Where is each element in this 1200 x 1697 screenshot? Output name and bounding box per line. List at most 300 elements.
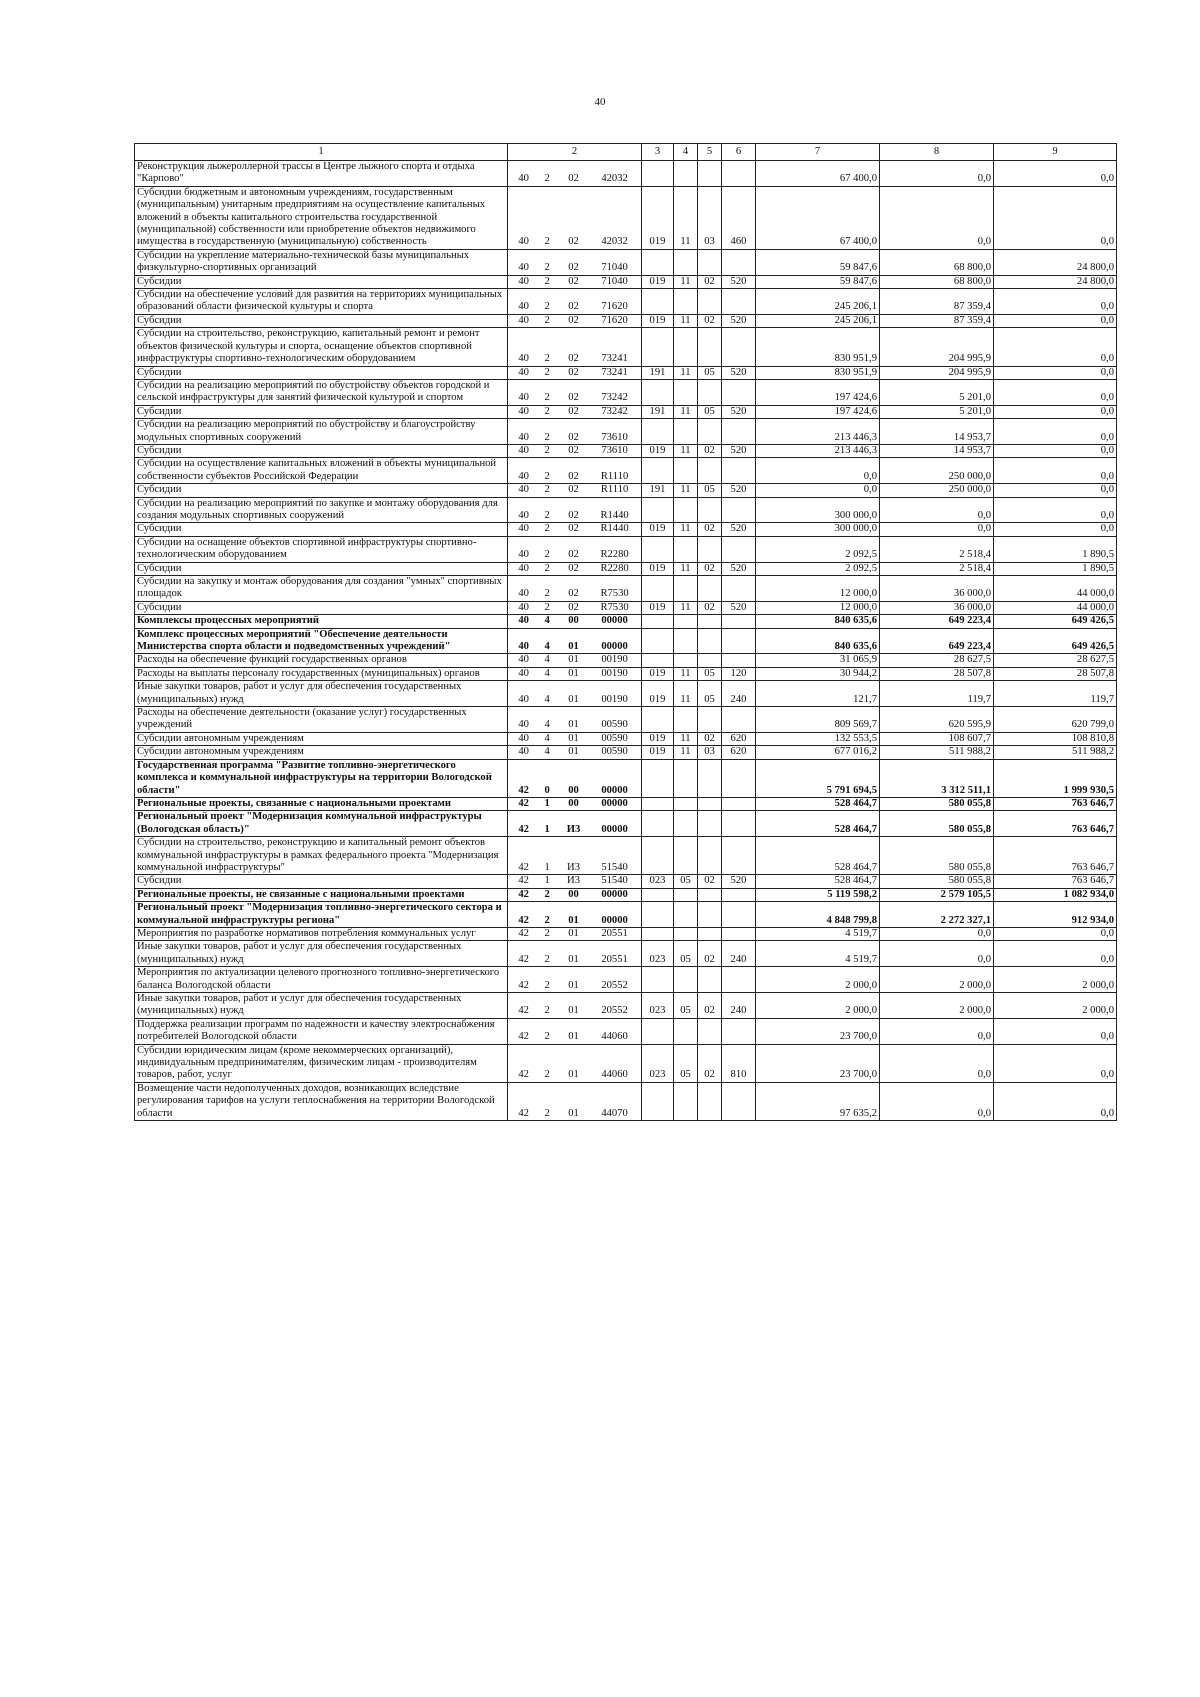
row-c6 — [722, 888, 756, 901]
row-c3 — [642, 797, 674, 810]
code-part-k3: 01 — [568, 914, 579, 926]
row-c5 — [698, 1018, 722, 1044]
header-col-9: 9 — [994, 144, 1117, 161]
row-name: Субсидии на реализацию мероприятий по закупке и монтажу оборудования для создания модульных спортивных сооружений — [135, 497, 508, 523]
code-part-k3: И3 — [567, 861, 580, 873]
row-c3 — [642, 888, 674, 901]
code-part-k1: 40 — [518, 431, 529, 443]
row-v8: 36 000,0 — [880, 576, 994, 602]
row-code — [508, 562, 642, 575]
row-name: Возмещение части недополученных доходов, возникающих вследствие регулирования тарифов на услуги теплоснабжения на территории Вологодской области — [135, 1082, 508, 1120]
code-part-k3: 01 — [568, 927, 579, 939]
row-v8: 580 055,8 — [880, 811, 994, 837]
code-part-k3: 01 — [568, 732, 579, 744]
code-part-k1: 40 — [518, 173, 529, 185]
table-row — [135, 993, 1117, 1019]
row-v9: 0,0 — [994, 419, 1117, 445]
code-part-k4: 00190 — [601, 667, 628, 679]
code-part-k2: 4 — [544, 719, 550, 731]
code-part-k3: 01 — [568, 1031, 579, 1043]
row-c3 — [642, 576, 674, 602]
code-part-k2: 2 — [544, 173, 550, 185]
code-part-k2: 2 — [544, 888, 550, 900]
row-v8: 36 000,0 — [880, 601, 994, 614]
code-part-k1: 42 — [518, 1069, 529, 1081]
row-c3 — [642, 161, 674, 187]
row-c6: 520 — [722, 484, 756, 497]
row-c3 — [642, 536, 674, 562]
row-name: Субсидии — [135, 562, 508, 575]
row-v7: 31 065,9 — [756, 654, 880, 667]
row-v7: 528 464,7 — [756, 837, 880, 875]
page-number: 40 — [594, 96, 606, 108]
code-part-k2: 2 — [544, 470, 550, 482]
code-part-k4: R7530 — [600, 601, 629, 613]
row-c5 — [698, 654, 722, 667]
row-c6 — [722, 249, 756, 275]
code-part-k1: 40 — [518, 262, 529, 274]
code-part-k2: 2 — [544, 405, 550, 417]
code-part-k2: 1 — [544, 797, 550, 809]
table-row — [135, 902, 1117, 928]
code-part-k1: 42 — [518, 823, 529, 835]
code-part-k4: 42032 — [601, 173, 628, 185]
code-part-k2: 4 — [544, 667, 550, 679]
row-c4 — [674, 419, 698, 445]
code-part-k1: 40 — [518, 523, 529, 535]
code-part-k3: 02 — [568, 509, 579, 521]
row-v8: 87 359,4 — [880, 314, 994, 327]
row-c4 — [674, 628, 698, 654]
row-v8: 511 988,2 — [880, 746, 994, 759]
row-v9: 620 799,0 — [994, 707, 1117, 733]
row-v7: 197 424,6 — [756, 379, 880, 405]
row-c3 — [642, 419, 674, 445]
row-v7: 4 519,7 — [756, 927, 880, 940]
row-v9: 649 426,5 — [994, 615, 1117, 628]
row-c4 — [674, 797, 698, 810]
row-c4: 11 — [674, 444, 698, 457]
code-part-k1: 40 — [518, 719, 529, 731]
row-v8: 0,0 — [880, 497, 994, 523]
row-c6 — [722, 837, 756, 875]
row-name: Субсидии — [135, 523, 508, 536]
code-part-k4: 73242 — [601, 392, 628, 404]
table-row — [135, 523, 1117, 536]
code-part-k1: 42 — [518, 1005, 529, 1017]
row-c3: 191 — [642, 484, 674, 497]
row-c5 — [698, 161, 722, 187]
row-code — [508, 249, 642, 275]
code-part-k1: 42 — [518, 1107, 529, 1119]
row-c6: 520 — [722, 523, 756, 536]
code-part-k1: 42 — [518, 888, 529, 900]
code-part-k2: 2 — [544, 601, 550, 613]
code-part-k3: И3 — [566, 823, 581, 835]
table-row — [135, 967, 1117, 993]
row-code — [508, 405, 642, 418]
row-c5 — [698, 289, 722, 315]
row-v8: 108 607,7 — [880, 732, 994, 745]
row-c3: 019 — [642, 523, 674, 536]
row-code — [508, 1018, 642, 1044]
row-v9: 1 999 930,5 — [994, 759, 1117, 797]
row-c6 — [722, 628, 756, 654]
row-c3: 019 — [642, 186, 674, 249]
table-row — [135, 497, 1117, 523]
row-name: Субсидии — [135, 875, 508, 888]
header-col-1: 1 — [135, 144, 508, 161]
row-v8: 0,0 — [880, 941, 994, 967]
table-row — [135, 707, 1117, 733]
table-row — [135, 484, 1117, 497]
row-code — [508, 1044, 642, 1082]
row-c3 — [642, 902, 674, 928]
row-c3: 019 — [642, 314, 674, 327]
row-code — [508, 536, 642, 562]
code-part-k2: 2 — [544, 366, 550, 378]
code-part-k3: 02 — [568, 353, 579, 365]
row-c4 — [674, 811, 698, 837]
table-row — [135, 186, 1117, 249]
code-part-k1: 40 — [518, 470, 529, 482]
row-c5 — [698, 811, 722, 837]
table-row — [135, 837, 1117, 875]
header-col-3: 3 — [642, 144, 674, 161]
row-c6: 240 — [722, 941, 756, 967]
row-v7: 213 446,3 — [756, 444, 880, 457]
row-c6: 520 — [722, 314, 756, 327]
row-v9: 763 646,7 — [994, 837, 1117, 875]
row-c4: 05 — [674, 941, 698, 967]
row-v7: 2 092,5 — [756, 536, 880, 562]
table-row — [135, 249, 1117, 275]
row-code — [508, 275, 642, 288]
row-c4: 11 — [674, 746, 698, 759]
code-part-k3: 00 — [568, 784, 579, 796]
row-v8: 2 000,0 — [880, 993, 994, 1019]
row-c3: 191 — [642, 366, 674, 379]
code-part-k3: 01 — [568, 979, 579, 991]
code-part-k3: 01 — [568, 1107, 579, 1119]
row-name: Реконструкция лыжероллерной трассы в Центре лыжного спорта и отдыха "Карпово" — [135, 161, 508, 187]
table-row — [135, 314, 1117, 327]
row-c3 — [642, 1082, 674, 1120]
row-name: Субсидии на осуществление капитальных вложений в объекты муниципальной собственности субъектов Российской Федерации — [135, 458, 508, 484]
code-part-k2: 2 — [544, 1005, 550, 1017]
row-v9: 0,0 — [994, 523, 1117, 536]
row-c5: 05 — [698, 667, 722, 680]
row-v9: 44 000,0 — [994, 576, 1117, 602]
row-name: Расходы на обеспечение деятельности (оказание услуг) государственных учреждений — [135, 707, 508, 733]
row-v8: 2 579 105,5 — [880, 888, 994, 901]
code-part-k4: 00000 — [601, 914, 628, 926]
code-part-k1: 42 — [518, 914, 529, 926]
row-name: Комплексы процессных мероприятий — [135, 615, 508, 628]
row-v8: 250 000,0 — [880, 458, 994, 484]
code-part-k3: 02 — [568, 236, 579, 248]
code-part-k4: R7530 — [600, 588, 629, 600]
code-part-k2: 2 — [544, 523, 550, 535]
code-part-k4: 44060 — [601, 1069, 628, 1081]
row-c3: 023 — [642, 941, 674, 967]
row-v9: 44 000,0 — [994, 601, 1117, 614]
row-v8: 14 953,7 — [880, 419, 994, 445]
table-row — [135, 927, 1117, 940]
code-part-k1: 40 — [518, 641, 529, 653]
row-v9: 0,0 — [994, 289, 1117, 315]
row-v8: 28 627,5 — [880, 654, 994, 667]
row-c3: 023 — [642, 1044, 674, 1082]
code-part-k1: 40 — [518, 562, 529, 574]
row-c4: 11 — [674, 601, 698, 614]
row-v7: 300 000,0 — [756, 497, 880, 523]
row-v7: 30 944,2 — [756, 667, 880, 680]
row-c5: 02 — [698, 523, 722, 536]
row-code — [508, 707, 642, 733]
table-row — [135, 628, 1117, 654]
code-part-k4: R1440 — [600, 509, 629, 521]
row-v7: 840 635,6 — [756, 615, 880, 628]
row-name: Субсидии на обеспечение условий для развития на территориях муниципальных образований области физической культуры и спорта — [135, 289, 508, 315]
code-part-k3: 02 — [568, 601, 579, 613]
row-c4: 11 — [674, 405, 698, 418]
row-name: Мероприятия по актуализации целевого прогнозного топливно-энергетического баланса Вологодской области — [135, 967, 508, 993]
row-v7: 97 635,2 — [756, 1082, 880, 1120]
row-name: Субсидии — [135, 275, 508, 288]
code-part-k3: 01 — [568, 746, 579, 758]
row-c5 — [698, 497, 722, 523]
code-part-k1: 40 — [518, 353, 529, 365]
row-code — [508, 902, 642, 928]
code-part-k3: 00 — [568, 797, 579, 809]
row-c4: 11 — [674, 484, 698, 497]
code-part-k1: 40 — [518, 509, 529, 521]
row-v8: 580 055,8 — [880, 875, 994, 888]
row-c3: 019 — [642, 732, 674, 745]
row-c3: 019 — [642, 681, 674, 707]
code-part-k4: 00000 — [601, 615, 628, 627]
row-c5 — [698, 379, 722, 405]
table-row — [135, 366, 1117, 379]
row-v9: 0,0 — [994, 161, 1117, 187]
row-c5 — [698, 249, 722, 275]
code-part-k2: 2 — [544, 262, 550, 274]
row-v9: 0,0 — [994, 1044, 1117, 1082]
table-row — [135, 275, 1117, 288]
row-v7: 59 847,6 — [756, 249, 880, 275]
row-name: Субсидии — [135, 484, 508, 497]
row-name: Субсидии на строительство, реконструкцию, капитальный ремонт и ремонт объектов физической культуры и спорта, оснащение объектов спортивной инфраструктуры спортивно-технологическим оборудованием — [135, 328, 508, 366]
row-v7: 67 400,0 — [756, 186, 880, 249]
code-part-k1: 40 — [518, 615, 529, 627]
code-part-k2: 2 — [544, 979, 550, 991]
row-v8: 68 800,0 — [880, 275, 994, 288]
row-code — [508, 366, 642, 379]
row-v9: 0,0 — [994, 444, 1117, 457]
row-v8: 0,0 — [880, 1018, 994, 1044]
row-c4 — [674, 328, 698, 366]
code-part-k4: 00000 — [601, 641, 628, 653]
row-v9: 0,0 — [994, 328, 1117, 366]
row-v8: 14 953,7 — [880, 444, 994, 457]
row-v7: 528 464,7 — [756, 875, 880, 888]
code-part-k3: 02 — [568, 431, 579, 443]
code-part-k3: 01 — [568, 1005, 579, 1017]
row-c4: 11 — [674, 681, 698, 707]
row-c4 — [674, 458, 698, 484]
table-row — [135, 562, 1117, 575]
code-part-k3: 02 — [568, 301, 579, 313]
code-part-k4: 73610 — [601, 444, 628, 456]
row-v7: 67 400,0 — [756, 161, 880, 187]
code-part-k1: 42 — [518, 875, 529, 887]
row-name: Поддержка реализации программ по надежности и качеству электроснабжения потребителей Вологодской области — [135, 1018, 508, 1044]
row-name: Субсидии на укрепление материально-технической базы муниципальных физкультурно-спортивных организаций — [135, 249, 508, 275]
row-code — [508, 797, 642, 810]
row-code — [508, 458, 642, 484]
code-part-k1: 40 — [518, 484, 529, 496]
code-part-k2: 4 — [544, 693, 550, 705]
row-v9: 0,0 — [994, 497, 1117, 523]
row-c4 — [674, 927, 698, 940]
row-c4 — [674, 707, 698, 733]
code-part-k3: 02 — [568, 314, 579, 326]
row-code — [508, 186, 642, 249]
row-c3 — [642, 707, 674, 733]
code-part-k4: 73242 — [601, 405, 628, 417]
code-part-k4: 71040 — [601, 275, 628, 287]
row-v9: 28 627,5 — [994, 654, 1117, 667]
code-part-k3: 01 — [568, 1069, 579, 1081]
row-code — [508, 576, 642, 602]
row-c3: 023 — [642, 993, 674, 1019]
row-c3 — [642, 249, 674, 275]
row-c4: 11 — [674, 275, 698, 288]
code-part-k4: 00590 — [601, 719, 628, 731]
row-c5: 05 — [698, 484, 722, 497]
row-c3 — [642, 628, 674, 654]
row-c6 — [722, 536, 756, 562]
row-v8: 649 223,4 — [880, 615, 994, 628]
row-c4 — [674, 1082, 698, 1120]
row-v8: 0,0 — [880, 186, 994, 249]
row-c5 — [698, 419, 722, 445]
code-part-k4: 44070 — [601, 1107, 628, 1119]
row-c5: 05 — [698, 681, 722, 707]
row-code — [508, 615, 642, 628]
table-row — [135, 811, 1117, 837]
table-row — [135, 444, 1117, 457]
code-part-k4: R2280 — [600, 549, 629, 561]
row-v8: 204 995,9 — [880, 366, 994, 379]
code-part-k3: 01 — [568, 953, 579, 965]
code-part-k1: 40 — [518, 746, 529, 758]
row-code — [508, 523, 642, 536]
row-v9: 0,0 — [994, 927, 1117, 940]
code-part-k2: 0 — [544, 784, 550, 796]
row-v8: 2 272 327,1 — [880, 902, 994, 928]
code-part-k2: 2 — [544, 236, 550, 248]
code-part-k2: 4 — [544, 654, 550, 666]
row-name: Расходы на обеспечение функций государственных органов — [135, 654, 508, 667]
code-part-k3: 02 — [568, 392, 579, 404]
code-part-k4: 73241 — [601, 366, 628, 378]
code-part-k1: 40 — [518, 236, 529, 248]
code-part-k4: R1110 — [600, 484, 629, 496]
code-part-k4: R1110 — [600, 470, 629, 482]
row-v9: 119,7 — [994, 681, 1117, 707]
row-code — [508, 289, 642, 315]
row-name: Субсидии на закупку и монтаж оборудования для создания "умных" спортивных площадок — [135, 576, 508, 602]
row-c5: 02 — [698, 275, 722, 288]
row-code — [508, 941, 642, 967]
row-v9: 763 646,7 — [994, 811, 1117, 837]
row-v8: 0,0 — [880, 1082, 994, 1120]
table-row — [135, 419, 1117, 445]
code-part-k4: 00590 — [601, 732, 628, 744]
code-part-k2: 1 — [544, 875, 550, 887]
code-part-k1: 40 — [518, 392, 529, 404]
row-c5 — [698, 458, 722, 484]
row-name: Субсидии бюджетным и автономным учреждениям, государственным (муниципальным) унитарным предприятиям на осуществление капитальных вложений в объекты капитального строительства государственной (муниципальной) собственности или приобретение объектов недвижимого имущества в государственную (муниципальную) собственность — [135, 186, 508, 249]
row-c5: 02 — [698, 875, 722, 888]
row-v8: 580 055,8 — [880, 837, 994, 875]
row-v7: 12 000,0 — [756, 576, 880, 602]
table-row — [135, 797, 1117, 810]
row-c3: 023 — [642, 875, 674, 888]
row-c5: 02 — [698, 1044, 722, 1082]
code-part-k4: 20552 — [601, 979, 628, 991]
row-v7: 23 700,0 — [756, 1044, 880, 1082]
row-c6 — [722, 379, 756, 405]
row-c6 — [722, 419, 756, 445]
code-part-k3: 02 — [568, 588, 579, 600]
row-c4: 11 — [674, 186, 698, 249]
row-v9: 2 000,0 — [994, 993, 1117, 1019]
table-row — [135, 458, 1117, 484]
code-part-k2: 2 — [544, 914, 550, 926]
row-c4: 05 — [674, 1044, 698, 1082]
code-part-k4: 00000 — [601, 797, 628, 809]
code-part-k4: 73241 — [601, 353, 628, 365]
row-name: Иные закупки товаров, работ и услуг для обеспечения государственных (муниципальных) нужд — [135, 993, 508, 1019]
code-part-k2: 2 — [544, 953, 550, 965]
table-row — [135, 888, 1117, 901]
code-part-k3: 01 — [568, 667, 579, 679]
code-part-k3: 02 — [568, 262, 579, 274]
row-c3 — [642, 967, 674, 993]
code-part-k1: 40 — [518, 366, 529, 378]
code-part-k2: 2 — [544, 484, 550, 496]
row-v8: 0,0 — [880, 927, 994, 940]
row-c6 — [722, 902, 756, 928]
code-part-k2: 2 — [544, 562, 550, 574]
row-c4: 11 — [674, 523, 698, 536]
row-v9: 0,0 — [994, 1018, 1117, 1044]
row-c5 — [698, 328, 722, 366]
row-code — [508, 875, 642, 888]
row-code — [508, 314, 642, 327]
row-name: Комплекс процессных мероприятий "Обеспечение деятельности Министерства спорта области и подведомственных учреждений" — [135, 628, 508, 654]
row-c6 — [722, 654, 756, 667]
row-c3 — [642, 615, 674, 628]
table-row — [135, 328, 1117, 366]
row-c5 — [698, 576, 722, 602]
row-v9: 108 810,8 — [994, 732, 1117, 745]
row-v9: 2 000,0 — [994, 967, 1117, 993]
code-part-k1: 40 — [518, 549, 529, 561]
